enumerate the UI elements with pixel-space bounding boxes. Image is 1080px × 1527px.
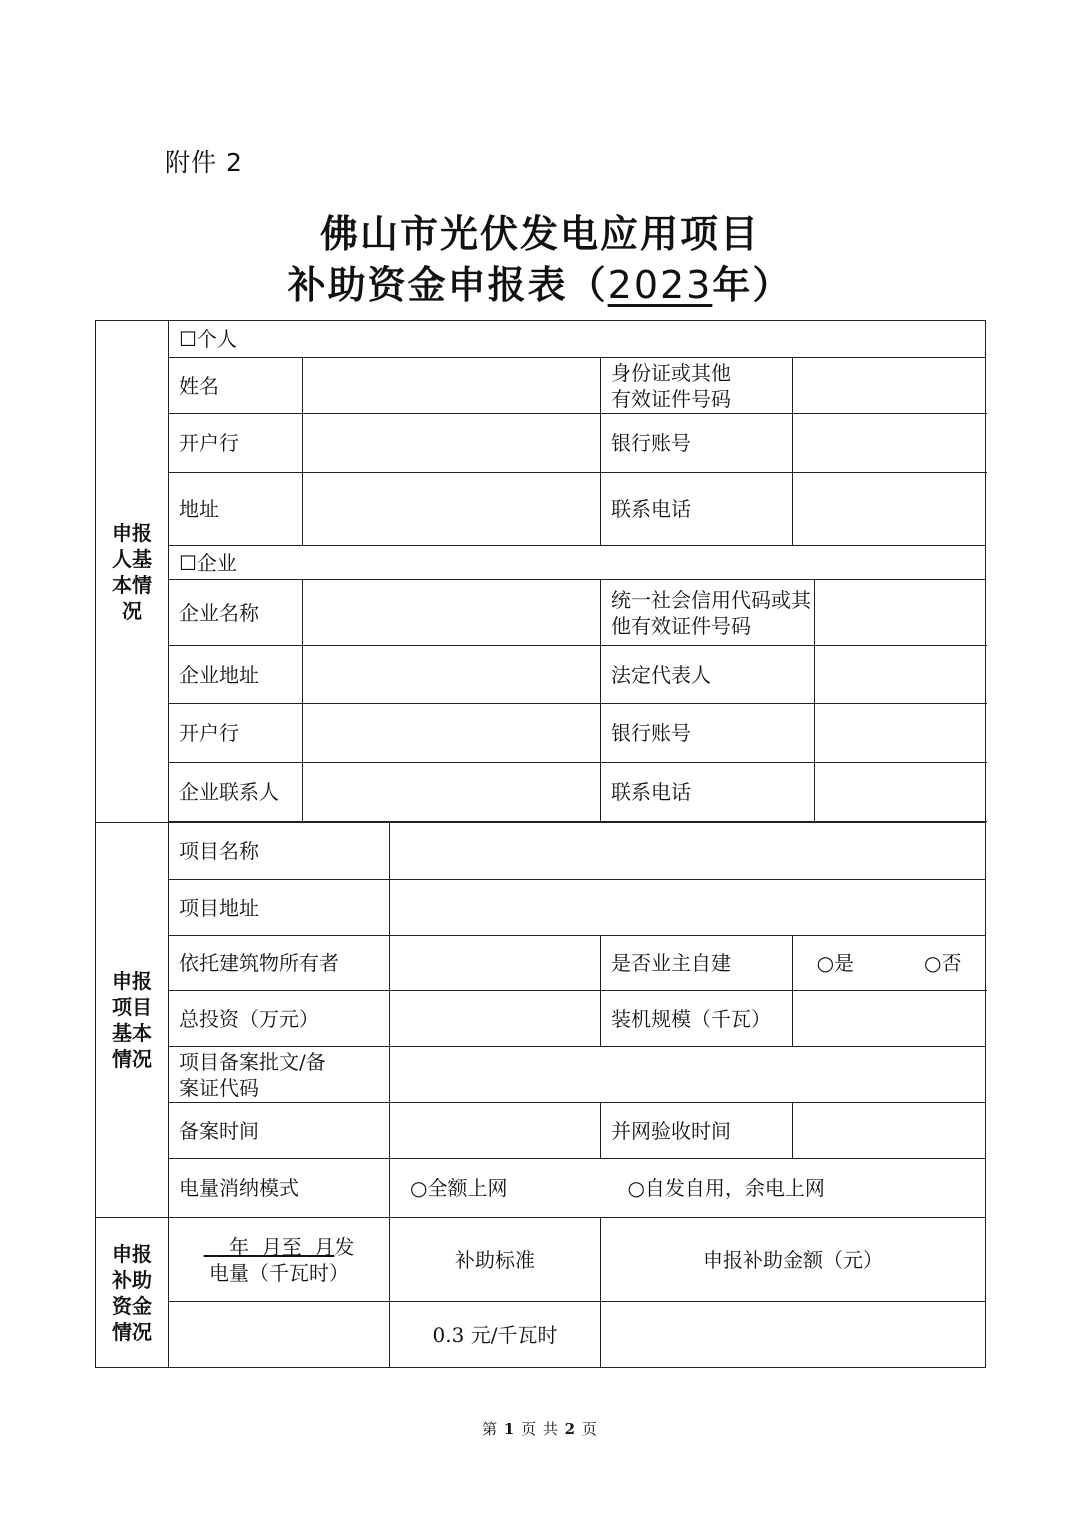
approval-code-field[interactable] — [390, 1047, 986, 1103]
project-address-field[interactable] — [390, 880, 986, 936]
current-page-number: 1 — [503, 1420, 516, 1438]
project-address-label: 项目地址 — [169, 880, 390, 936]
subsidy-standard-label: 补助标准 — [390, 1218, 601, 1302]
individual-account-field[interactable] — [793, 414, 986, 473]
mode-full-grid-radio[interactable]: ○全额上网 — [410, 1176, 508, 1200]
attachment-label: 附件 2 — [165, 148, 243, 177]
capacity-field[interactable] — [793, 991, 986, 1047]
individual-name-field[interactable] — [303, 358, 601, 414]
subsidy-rate-value: 0.3 元/千瓦时 — [390, 1302, 601, 1368]
individual-address-label: 地址 — [169, 473, 303, 546]
enterprise-account-field[interactable] — [815, 704, 986, 763]
mode-self-use-radio[interactable]: ○自发自用，余电上网 — [627, 1176, 825, 1200]
filing-time-label: 备案时间 — [169, 1103, 390, 1159]
enterprise-credit-code-label: 统一社会信用代码或其他有效证件号码 — [601, 580, 815, 646]
generation-amount-field[interactable] — [169, 1302, 390, 1368]
building-owner-label: 依托建筑物所有者 — [169, 936, 390, 991]
approval-code-label: 项目备案批文/备案证代码 — [169, 1047, 390, 1103]
total-page-number: 2 — [564, 1420, 577, 1438]
building-owner-field[interactable] — [390, 936, 601, 991]
title-year: 2023 — [607, 263, 713, 307]
application-form-table — [95, 320, 986, 1368]
grid-acceptance-time-field[interactable] — [793, 1103, 986, 1159]
individual-phone-field[interactable] — [793, 473, 986, 546]
grid-acceptance-time-label: 并网验收时间 — [601, 1103, 793, 1159]
title-prefix: 补助资金申报表（ — [287, 263, 608, 307]
self-built-yes-radio[interactable]: ○是 — [816, 951, 855, 975]
individual-name-label: 姓名 — [169, 358, 303, 414]
enterprise-credit-code-field[interactable] — [815, 580, 986, 646]
individual-phone-label: 联系电话 — [601, 473, 793, 546]
section-subsidy: 申报补助资金情况 — [96, 1218, 169, 1368]
enterprise-name-field[interactable] — [303, 580, 601, 646]
enterprise-bank-label: 开户行 — [169, 704, 303, 763]
title-suffix: 年） — [712, 263, 793, 307]
section-applicant: 申报人基本情况 — [96, 321, 169, 823]
enterprise-bank-field[interactable] — [303, 704, 601, 763]
subsidy-amount-label: 申报补助金额（元） — [601, 1218, 986, 1302]
enterprise-legal-rep-label: 法定代表人 — [601, 646, 815, 704]
individual-id-field[interactable] — [793, 358, 986, 414]
enterprise-contact-field[interactable] — [303, 763, 601, 822]
form-title-line2 — [0, 254, 1080, 309]
enterprise-legal-rep-field[interactable] — [815, 646, 986, 704]
project-name-field[interactable] — [390, 823, 986, 880]
individual-bank-label: 开户行 — [169, 414, 303, 473]
self-built-no-radio[interactable]: ○否 — [924, 951, 962, 975]
investment-field[interactable] — [390, 991, 601, 1047]
individual-account-label: 银行账号 — [601, 414, 793, 473]
enterprise-address-field[interactable] — [303, 646, 601, 704]
section-project: 申报项目基本情况 — [96, 823, 169, 1218]
individual-address-field[interactable] — [303, 473, 601, 546]
filing-time-field[interactable] — [390, 1103, 601, 1159]
self-built-label: 是否业主自建 — [601, 936, 793, 991]
individual-checkbox[interactable]: ☐个人 — [169, 321, 986, 358]
form-title-line1: 佛山市光伏发电应用项目 — [319, 212, 760, 256]
consumption-mode-label: 电量消纳模式 — [169, 1159, 390, 1218]
enterprise-checkbox[interactable]: ☐企业 — [169, 546, 986, 580]
individual-bank-field[interactable] — [303, 414, 601, 473]
page-footer: 第 1 页 共 2 页 — [482, 1420, 598, 1438]
project-name-label: 项目名称 — [169, 823, 390, 880]
investment-label: 总投资（万元） — [169, 991, 390, 1047]
enterprise-phone-field[interactable] — [815, 763, 986, 822]
generation-period-blank[interactable]: 年 月至 月 — [203, 1234, 335, 1259]
enterprise-account-label: 银行账号 — [601, 704, 815, 763]
enterprise-name-label: 企业名称 — [169, 580, 303, 646]
consumption-mode-options — [390, 1159, 986, 1218]
subsidy-amount-field[interactable] — [601, 1302, 986, 1368]
enterprise-contact-label: 企业联系人 — [169, 763, 303, 822]
self-built-options — [793, 936, 986, 991]
enterprise-phone-label: 联系电话 — [601, 763, 815, 822]
capacity-label: 装机规模（千瓦） — [601, 991, 793, 1047]
generation-period-label: 年 月至 月发 电量（千瓦时） — [169, 1218, 390, 1302]
enterprise-address-label: 企业地址 — [169, 646, 303, 704]
individual-id-label: 身份证或其他有效证件号码 — [601, 358, 793, 414]
